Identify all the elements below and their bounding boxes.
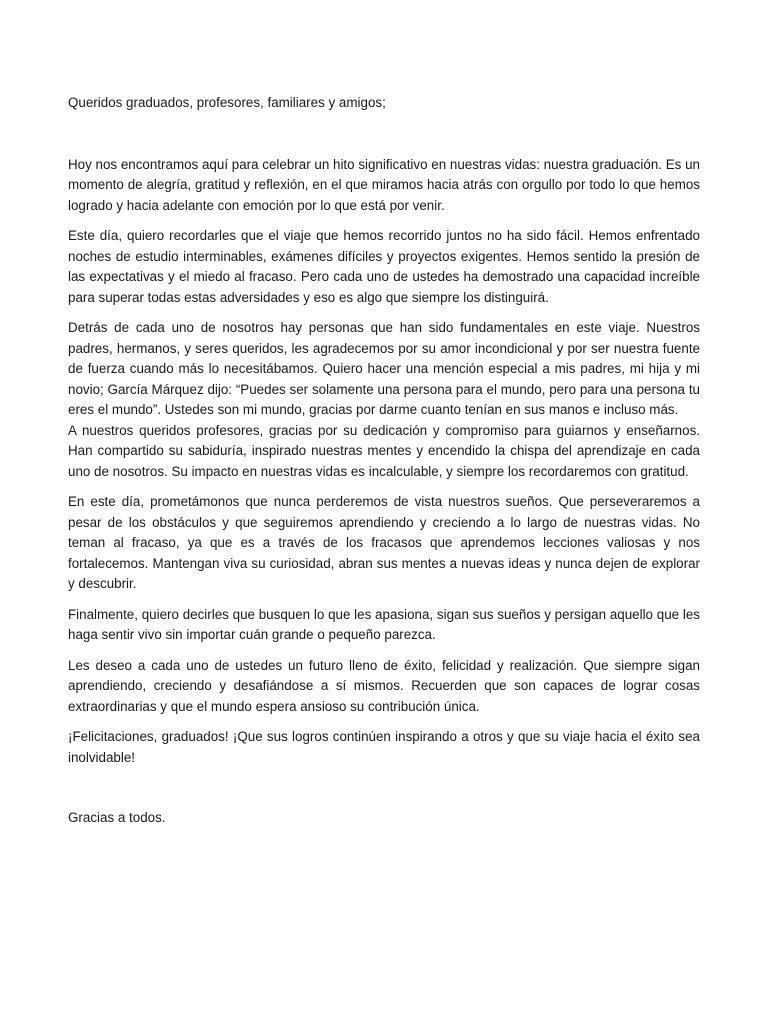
document-body [68,93,700,829]
paragraph-family: Detrás de cada uno de nosotros hay personas que han sido fundamentales en este viaje. Nuestros padres, hermanos, y seres queridos, les agradecemos por su amor incondicional y por ser nuestra fuente de fuerza cuando más lo necesitábamos. Quiero hacer una mención especial a mis padres, mi hija y mi novio; García Márquez dijo: “Puedes ser solamente una persona para el mundo, pero para una persona tu eres el mundo”. Ustedes son mi mundo, gracias por darme cuanto tenían en sus manos e incluso más. [68,320,700,417]
paragraph-journey: Este día, quiero recordarles que el viaje que hemos recorrido juntos no ha sido fácil. Hemos enfrentado noches de estudio interminables, exámenes difíciles y proyectos exigentes. Hemos sentido la presión de las expectativas y el miedo al fracaso. Pero cada uno de ustedes ha demostrado una capacidad increíble para superar todas estas adversidades y eso es algo que siempre los distinguirá. [68,228,700,305]
salutation: Queridos graduados, profesores, familiares y amigos; [68,95,386,110]
paragraph-congratulations: ¡Felicitaciones, graduados! ¡Que sus logros continúen inspirando a otros y que su viaje hacia el éxito sea inolvidable! [68,729,700,765]
paragraph-teachers: A nuestros queridos profesores, gracias por su dedicación y compromiso para guiarnos y enseñarnos. Han compartido su sabiduría, inspirado nuestras mentes y encendido la chispa del aprendizaje en cada uno de nosotros. Su impacto en nuestras vidas es incalculable, y siempre los recordaremos con gratitud. [68,422,700,479]
closing: Gracias a todos. [68,810,166,825]
paragraph-dreams: En este día, prometámonos que nunca perderemos de vista nuestros sueños. Que perseveraremos a pesar de los obstáculos y que seguiremos aprendiendo y creciendo a lo largo de nuestras vidas. No teman al fracaso, ya que es a través de los fracasos que aprendemos lecciones valiosas y nos fortalecemos. Mantengan viva su curiosidad, abran sus mentes a nuevas ideas y nunca dejen de explorar y descubrir. [68,494,700,591]
paragraph-intro: Hoy nos encontramos aquí para celebrar un hito significativo en nuestras vidas: nuestra graduación. Es un momento de alegría, gratitud y reflexión, en el que miramos hacia atrás con orgullo por todo lo que hemos logrado y hacia adelante con emoción por lo que está por venir. [68,156,700,213]
paragraph-passion: Finalmente, quiero decirles que busquen lo que les apasiona, sigan sus sueños y persigan aquello que les haga sentir vivo sin importar cuán grande o pequeño parezca. [68,606,700,642]
paragraph-wishes: Les deseo a cada uno de ustedes un futuro lleno de éxito, felicidad y realización. Que siempre sigan aprendiendo, creciendo y desafiándose a sí mismos. Recuerden que son capaces de lograr cosas extraordinarias y que el mundo espera ansioso su contribución única. [68,657,700,714]
